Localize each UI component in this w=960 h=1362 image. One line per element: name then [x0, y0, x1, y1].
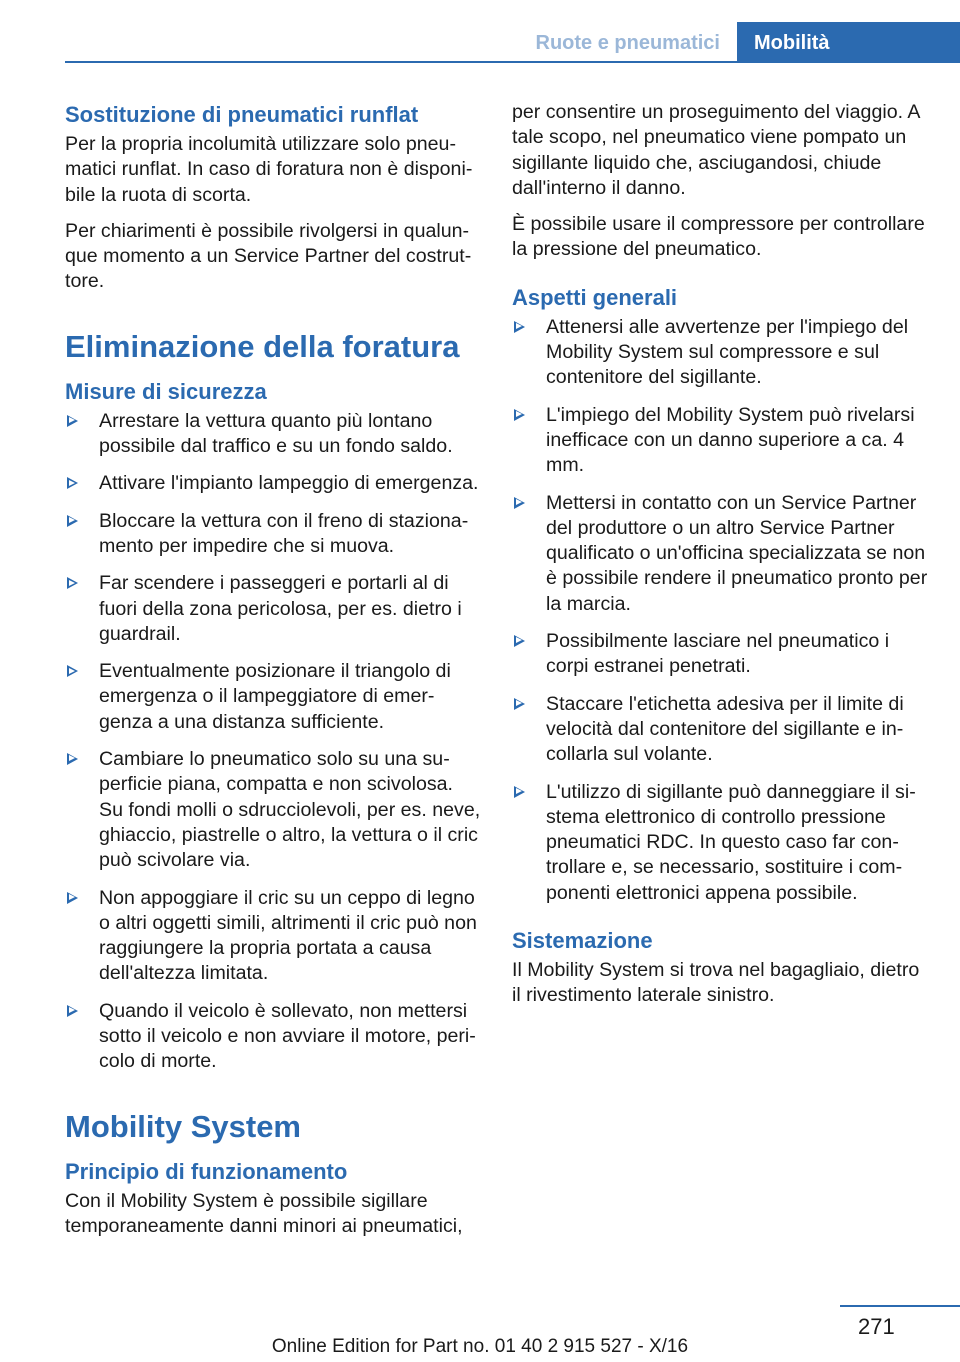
principle-continuation: per consentire un proseguimento del viaggio. A tale scopo, nel pneumatico viene pompato un sigillante liquido che, asciugandosi, chiude dall'interno il danno. — [512, 101, 920, 199]
triangle-bullet-icon — [67, 415, 78, 427]
triangle-bullet-icon — [514, 698, 525, 710]
placement-paragraph: Il Mobility System si trova nel bagagliaio, dietro il rivestimento laterale sinistro. — [512, 959, 920, 1007]
general-list — [512, 315, 930, 906]
general-heading: Aspetti generali — [512, 284, 678, 310]
chapter-heading-mobility: Mobility System — [65, 1108, 301, 1144]
list-item: Arrestare la vettura quanto più lontano possibile dal traffico e su un fondo saldo. — [65, 409, 481, 460]
runflat-heading: Sostituzione di pneumatici runflat — [65, 102, 419, 127]
list-item: Far scendere i passeggeri e portarli al di fuori della zona pericolosa, per es. dietro i guardrail. — [65, 571, 481, 647]
triangle-bullet-icon — [67, 892, 78, 904]
triangle-bullet-icon — [67, 477, 78, 489]
footer-divider — [840, 1305, 960, 1307]
safety-heading: Misure di sicurezza — [65, 378, 267, 404]
left-column — [65, 100, 481, 1250]
list-item: Mettersi in contatto con un Service Partner del produttore o un altro Service Partner qualificato o un'officina specializzata se non è possibile rendere il pneumatico pronto per la marcia. — [512, 491, 930, 617]
triangle-bullet-icon — [514, 497, 525, 509]
list-item: L'utilizzo di sigillante può danneggiare il sistema elettronico di controllo pressione pneumatici RDC. In questo caso far controllare e, se necessario, sostituire i componenti elettronici appena possibile. — [512, 780, 930, 906]
list-item: Staccare l'etichetta adesiva per il limite di velocità dal contenitore del sigillante e incollarla sul volante. — [512, 692, 930, 768]
runflat-paragraph-2: Per chiarimenti è possibile rivolgersi in qualunque momento a un Service Partner del costruttore. — [65, 219, 472, 293]
runflat-paragraph-1: Per la propria incolumità utilizzare solo pneumatici runflat. In caso di foratura non è disponibile la ruota di scorta. — [65, 133, 473, 206]
triangle-bullet-icon — [514, 409, 525, 421]
page-number: 271 — [858, 1314, 895, 1339]
triangle-bullet-icon — [67, 1005, 78, 1017]
header-section-label: Ruote e pneumatici — [535, 32, 720, 54]
list-item: Attivare l'impianto lampeggio di emergenza. — [65, 471, 481, 496]
list-item: L'impiego del Mobility System può rivelarsi inefficace con un danno superiore a ca. 4 mm. — [512, 403, 930, 479]
header-divider — [65, 61, 960, 63]
list-item: Quando il veicolo è sollevato, non mettersi sotto il veicolo e non avviare il motore, pericolo di morte. — [65, 999, 481, 1075]
safety-list — [65, 409, 481, 1075]
list-item: Possibilmente lasciare nel pneumatico i corpi estranei penetrati. — [512, 629, 930, 680]
triangle-bullet-icon — [514, 786, 525, 798]
list-item: Bloccare la vettura con il freno di stazionamento per impedire che si muova. — [65, 509, 481, 560]
edition-note: Online Edition for Part no. 01 40 2 915 527 - X/16 — [271, 1336, 689, 1357]
chapter-heading-puncture: Eliminazione della foratura — [65, 328, 460, 364]
header-active-tab: Mobilità — [737, 22, 960, 61]
triangle-bullet-icon — [67, 753, 78, 765]
principle-paragraph: Con il Mobility System è possibile sigillare temporaneamente danni minori ai pneumatici, — [65, 1189, 463, 1237]
triangle-bullet-icon — [67, 515, 78, 527]
triangle-bullet-icon — [514, 635, 525, 647]
right-column — [512, 100, 930, 1020]
list-item: Eventualmente posizionare il triangolo di emergenza o il lampeggiatore di emergenza a una distanza sufficiente. — [65, 659, 481, 735]
triangle-bullet-icon — [67, 665, 78, 677]
principle-paragraph-2: È possibile usare il compressore per controllare la pressione del pneumatico. — [512, 213, 925, 261]
principle-heading: Principio di funzionamento — [65, 1158, 348, 1184]
triangle-bullet-icon — [67, 577, 78, 589]
triangle-bullet-icon — [514, 321, 525, 333]
placement-heading: Sistemazione — [512, 928, 653, 954]
list-item: Cambiare lo pneumatico solo su una superficie piana, compatta e non scivolosa. Su fondi molli o sdrucciolevoli, per es. neve, ghiaccio, piastrelle o altro, la vettura o il cric può scivolare via. — [65, 747, 481, 873]
list-item: Non appoggiare il cric su un ceppo di legno o altri oggetti simili, altrimenti il cric può non raggiungere la propria portata a causa dell'altezza limitata. — [65, 886, 481, 987]
list-item: Attenersi alle avvertenze per l'impiego del Mobility System sul compressore e sul contenitore del sigillante. — [512, 315, 930, 391]
